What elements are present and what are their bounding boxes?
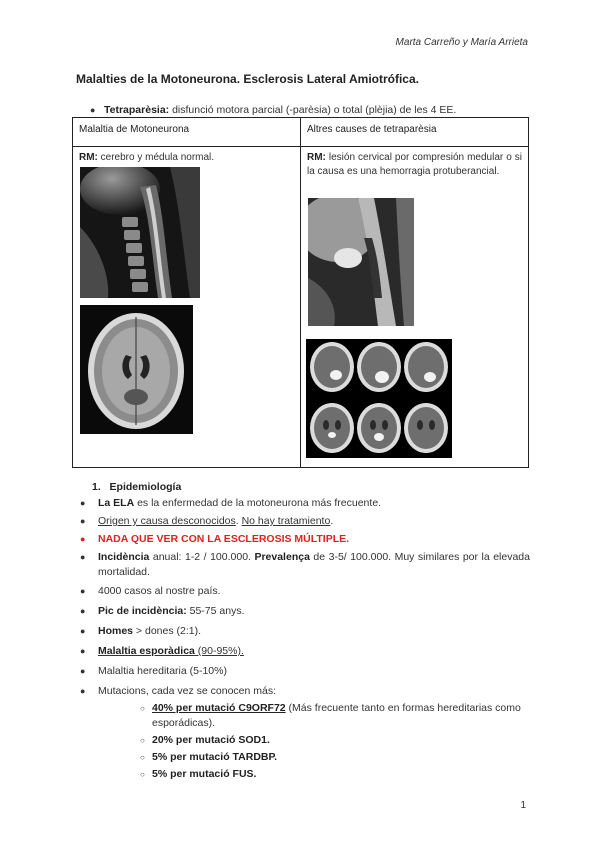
list-item-text: Mutacions, cada vez se conocen más:	[98, 685, 277, 697]
list-item	[78, 550, 530, 580]
list-item-text: anual: 1-2 / 100.000.	[149, 551, 255, 563]
peak-label: Pic de incidència:	[98, 605, 187, 617]
mutation-tardbp: 5% per mutació TARDBP.	[152, 751, 278, 763]
list-item	[78, 584, 530, 599]
list-item-text: No hay tratamiento	[241, 515, 331, 527]
men-label: Homes	[98, 625, 134, 637]
right-rm-text: lesión cervical por compresión medular o si la causa es una hemorragia protuberancial.	[307, 152, 522, 177]
list-item-text: (90-95%).	[194, 645, 244, 657]
bullet-icon: ●	[80, 686, 86, 696]
ct-brain-series-image	[306, 339, 452, 458]
prevalence-label: Prevalença	[254, 551, 310, 563]
mutation-sod1: 20% per mutació SOD1.	[152, 734, 270, 746]
bullet-icon: ●	[80, 498, 86, 508]
list-item-text: (Más frecuente tanto en formas hereditarias como esporádicas).	[152, 702, 521, 729]
warning-text: NADA QUE VER CON LA ESCLEROSIS MÚLTIPLE.	[98, 533, 350, 545]
list-item-text: Malaltia hereditaria (5-10%)	[98, 665, 227, 677]
list-item	[78, 624, 530, 639]
bullet-icon: ●	[80, 666, 86, 676]
left-cell-text	[79, 151, 294, 165]
left-rm-text: cerebro y médula normal.	[97, 152, 215, 163]
bullet-icon: ●	[80, 626, 86, 636]
sublist-item	[140, 750, 530, 765]
page-number: 1	[520, 800, 526, 811]
sporadic-label: Malaltia esporàdica	[98, 645, 195, 657]
list-item-text: .	[330, 515, 334, 527]
epidemiology-list	[78, 496, 530, 784]
page-title: Malalties de la Motoneurona. Esclerosis Lateral Amiotrófica.	[76, 72, 419, 86]
mutation-c9orf72: 40% per mutació C9ORF72	[152, 702, 286, 714]
list-item	[78, 664, 530, 679]
list-item	[78, 496, 530, 511]
mri-cervical-lesion-image	[308, 198, 414, 326]
list-item	[78, 532, 530, 547]
bullet-icon: ●	[80, 534, 86, 544]
tetraparesia-bullet	[90, 104, 456, 116]
circle-bullet-icon: ○	[140, 704, 145, 713]
bullet-icon: ●	[80, 552, 86, 562]
mutation-fus: 5% per mutació FUS.	[152, 768, 257, 780]
section-number: 1.	[92, 481, 101, 493]
table-header-left: Malaltia de Motoneurona	[73, 118, 301, 147]
mutations-sublist	[98, 701, 530, 782]
circle-bullet-icon: ○	[140, 753, 145, 762]
tetraparesia-definition: disfunció motora parcial (-parèsia) o total (plèjia) de les 4 EE.	[169, 104, 457, 116]
bullet-icon: ●	[80, 646, 86, 656]
list-item-text: 55-75 anys.	[186, 605, 245, 617]
incidence-label: Incidència	[98, 551, 150, 563]
bullet-icon: ●	[80, 586, 86, 596]
list-item-text: Origen y causa desconocidos	[98, 515, 236, 527]
bullet-icon: ●	[90, 105, 96, 115]
right-rm-label: RM:	[307, 152, 326, 163]
list-item	[78, 644, 530, 659]
list-item-text: de 3-5/ 100.000. Muy similares por la elevada mortalidad.	[98, 551, 530, 578]
list-item-text: .	[235, 515, 242, 527]
sublist-item	[140, 767, 530, 782]
list-item	[78, 604, 530, 619]
sublist-item	[140, 733, 530, 748]
list-item-text: > dones (2:1).	[133, 625, 202, 637]
ela-term: La ELA	[98, 497, 135, 509]
list-item	[78, 684, 530, 782]
list-item-text: 4000 casos al nostre país.	[98, 585, 221, 597]
circle-bullet-icon: ○	[140, 736, 145, 745]
circle-bullet-icon: ○	[140, 770, 145, 779]
section-heading-epidemiologia	[92, 481, 181, 493]
section-title: Epidemiología	[109, 481, 182, 493]
header-authors: Marta Carreño y María Arrieta	[395, 37, 528, 48]
bullet-icon: ●	[80, 516, 86, 526]
list-item-text: es la enfermedad de la motoneurona más frecuente.	[134, 497, 382, 509]
mri-sagittal-cervical-image	[80, 167, 200, 298]
left-rm-label: RM:	[79, 152, 98, 163]
list-item	[78, 514, 530, 529]
tetraparesia-term: Tetraparèsia:	[104, 104, 170, 116]
table-header-right: Altres causes de tetraparèsia	[301, 118, 529, 147]
mri-axial-brain-image	[80, 305, 193, 434]
bullet-icon: ●	[80, 606, 86, 616]
right-cell-text	[307, 151, 522, 179]
sublist-item	[140, 701, 530, 731]
